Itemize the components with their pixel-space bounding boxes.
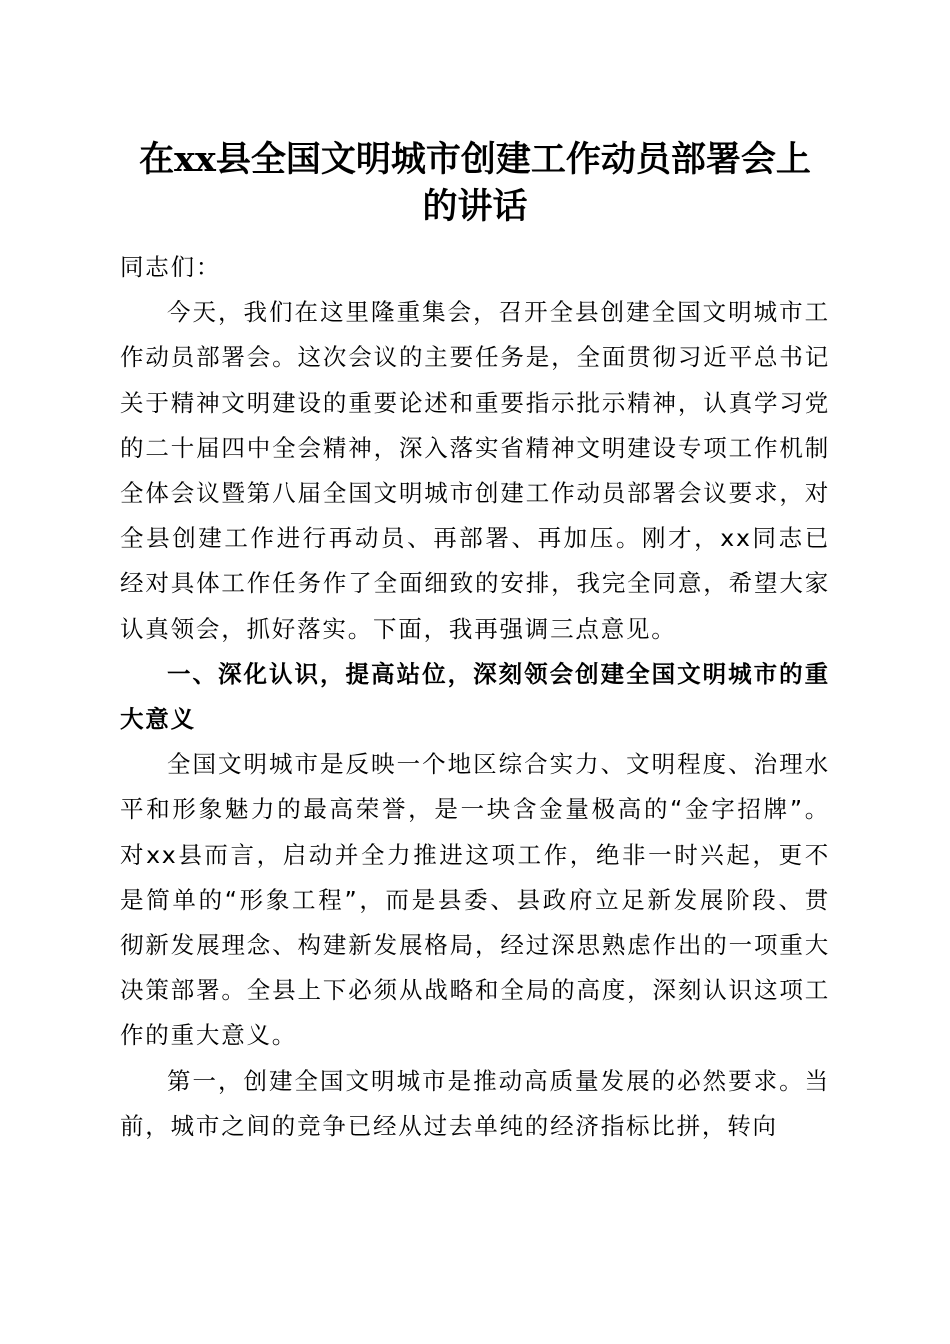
- paragraph-point-1: 第一，创建全国文明城市是推动高质量发展的必然要求。当前，城市之间的竞争已经从过去单纯的经济指标比拼，转向: [120, 1066, 830, 1140]
- paragraph-significance: 全国文明城市是反映一个地区综合实力、文明程度、治理水平和形象魅力的最高荣誉，是一块含金量极高的“金字招牌”。对xx县而言，启动并全力推进这项工作，绝非一时兴起，更不是简单的“形象工程”，而是县委、县政府立足新发展阶段、贯彻新发展理念、构建新发展格局，经过深思熟虑作出的一项重大决策部署。全县上下必须从战略和全局的高度，深刻认识这项工作的重大意义。: [120, 750, 830, 1050]
- salutation: 同志们：: [120, 253, 222, 281]
- document-body: [120, 245, 830, 1149]
- paragraph-intro: 今天，我们在这里隆重集会，召开全县创建全国文明城市工作动员部署会。这次会议的主要任务是，全面贯彻习近平总书记关于精神文明建设的重要论述和重要指示批示精神，认真学习党的二十届四中全会精神，深入落实省精神文明建设专项工作机制全体会议暨第八届全国文明城市创建工作动员部署会议要求，对全县创建工作进行再动员、再部署、再加压。刚才，xx同志已经对具体工作任务作了全面细致的安排，我完全同意，希望大家认真领会，抓好落实。下面，我再强调三点意见。: [120, 298, 830, 643]
- document-title-line-1: 在xx县全国文明城市创建工作动员部署会上: [139, 139, 811, 180]
- document-title-line-2: 的讲话: [422, 186, 528, 227]
- section-heading-1: 一、深化认识，提高站位，深刻领会创建全国文明城市的重大意义: [120, 659, 830, 734]
